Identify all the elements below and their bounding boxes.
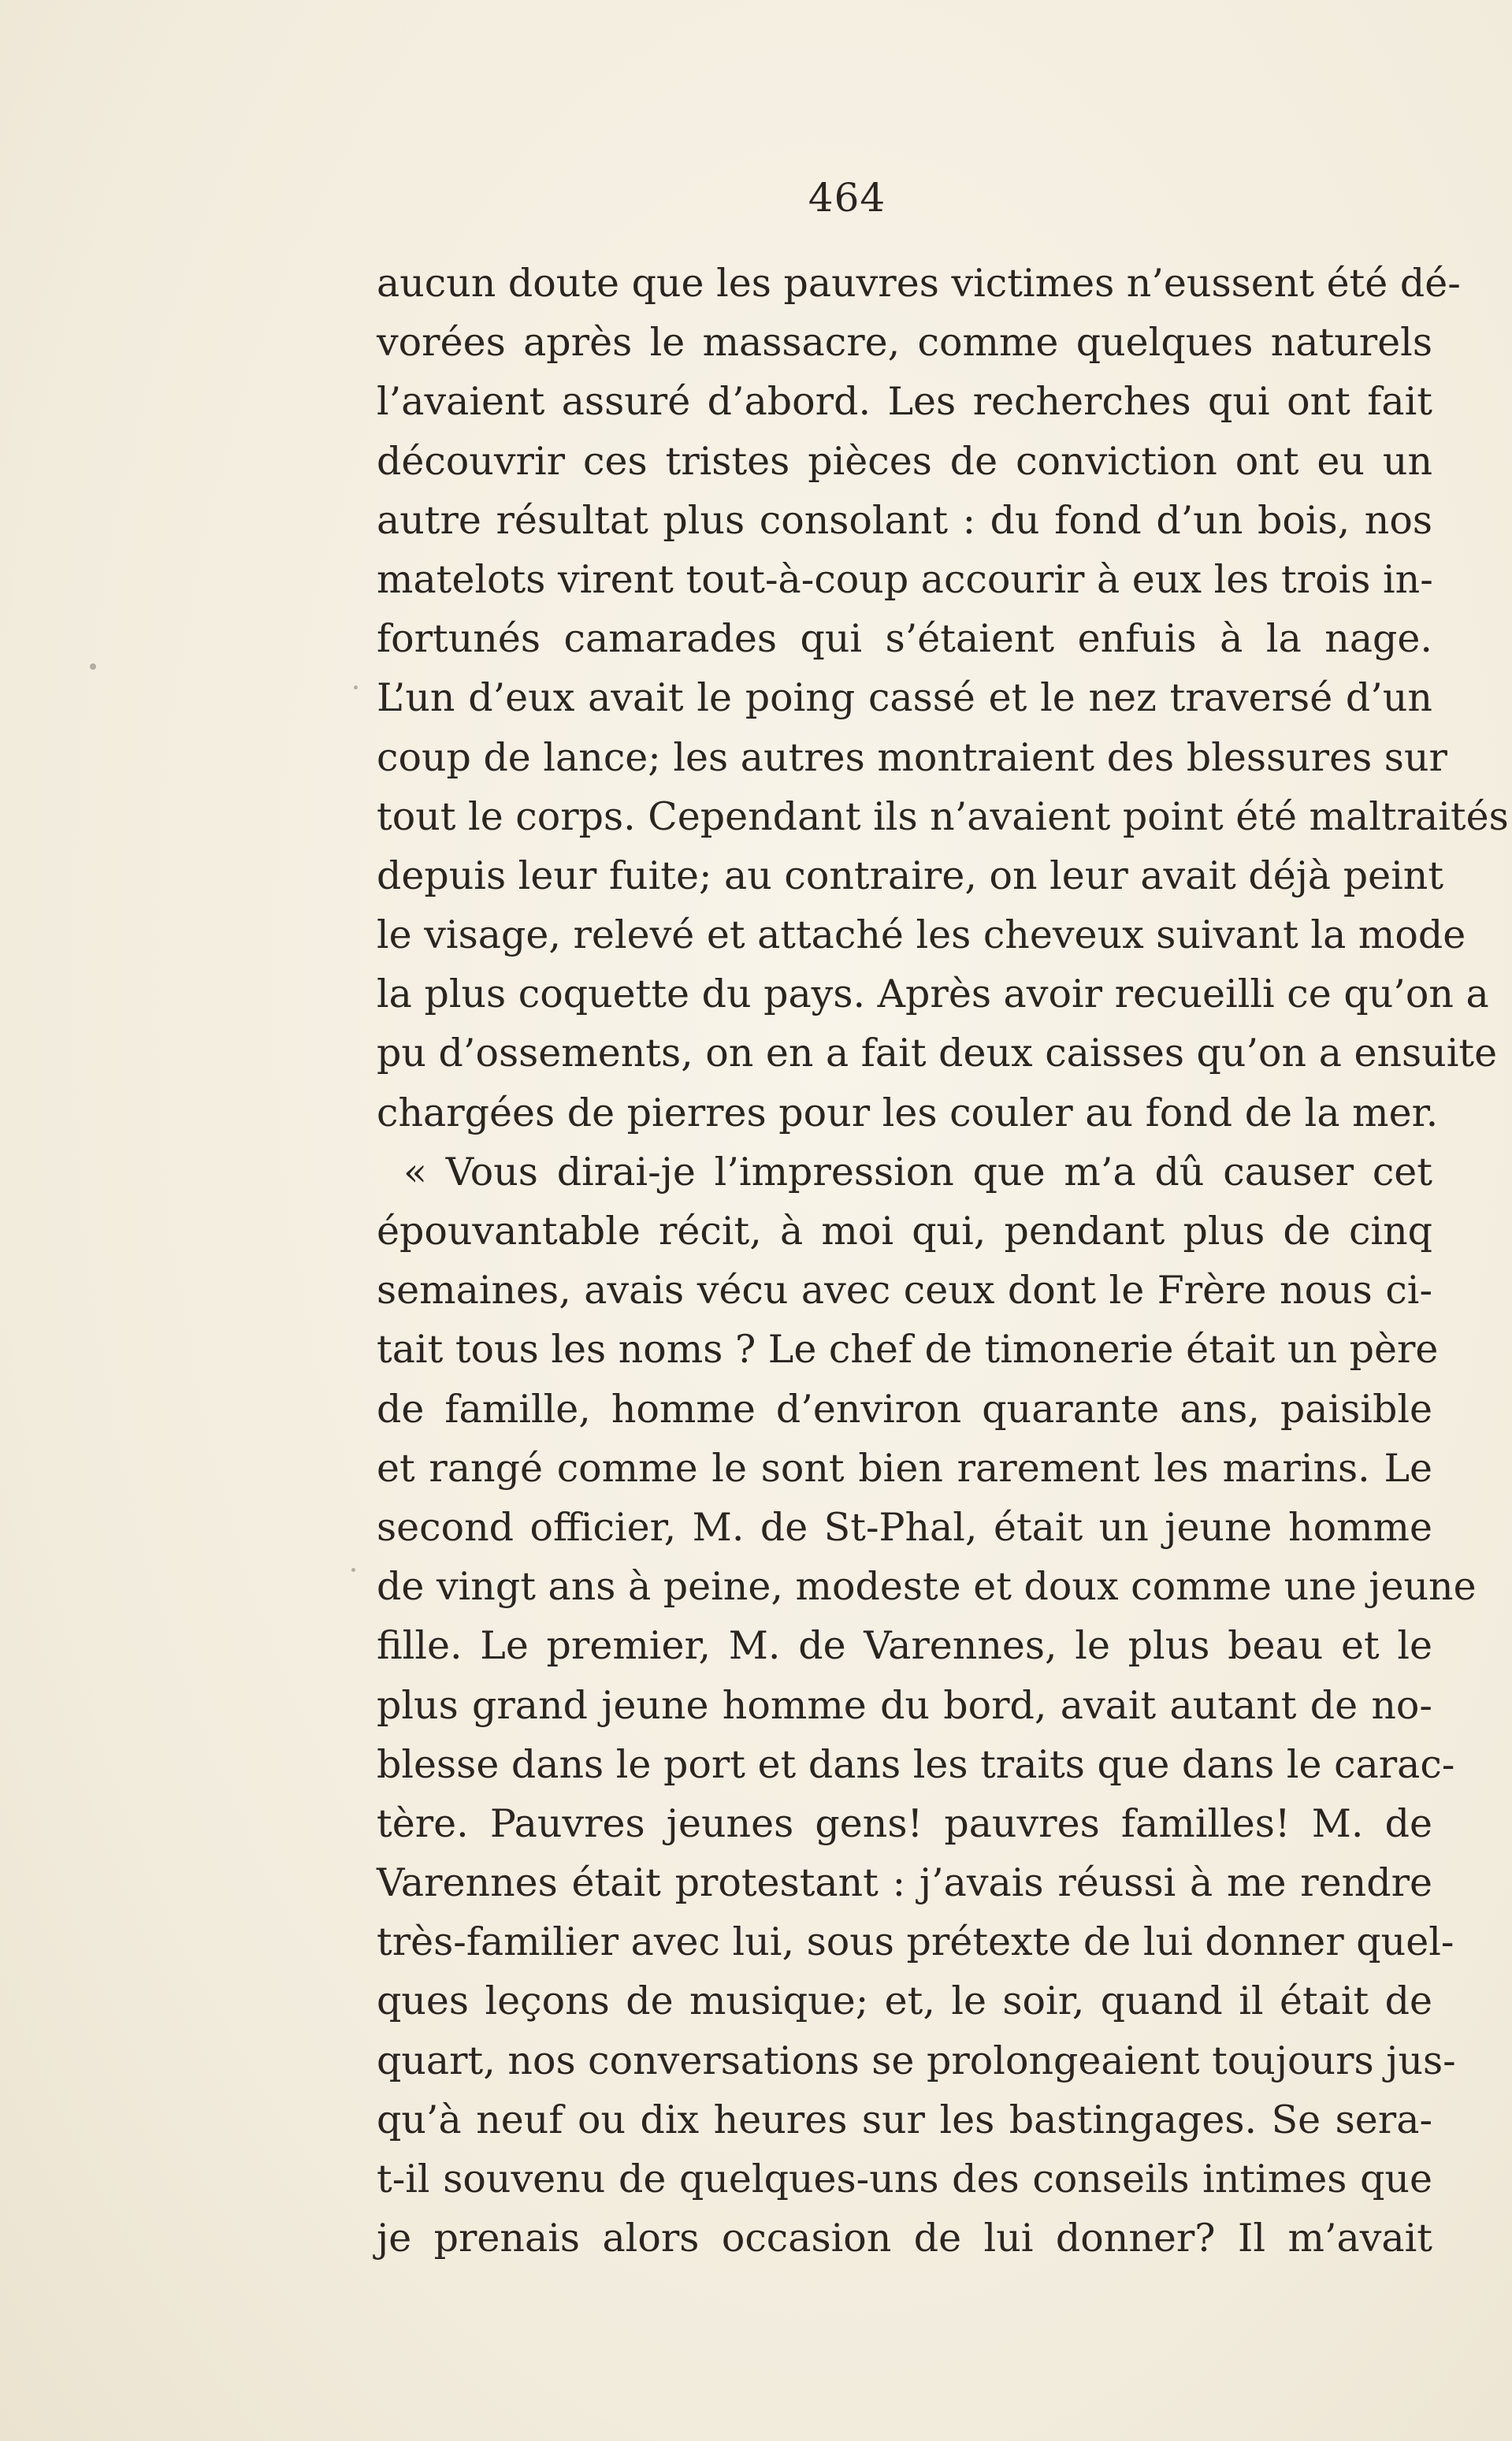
ink-speck <box>354 685 358 689</box>
page-number: 464 <box>808 175 886 221</box>
text-line: chargées de pierres pour les couler au fond de la mer. <box>377 1090 1439 1135</box>
text-line: le visage, relevé et attaché les cheveux suivant la mode <box>377 912 1466 958</box>
text-line: l’avaient assuré d’abord. Les recherches qui ont fait <box>377 379 1432 425</box>
text-line: la plus coquette du pays. Après avoir recueilli ce qu’on a <box>377 972 1489 1017</box>
text-line: pu d’ossements, on en a fait deux caisses qu’on a ensuite <box>377 1031 1498 1076</box>
text-line: aucun doute que les pauvres victimes n’eussent été dé- <box>377 261 1461 306</box>
text-line: depuis leur fuite; au contraire, on leur avait déjà peint <box>377 853 1444 898</box>
text-line: ques leçons de musique; et, le soir, quand il était de <box>377 1978 1432 2024</box>
text-line: « Vous dirai-je l’impression que m’a dû causer cet <box>403 1149 1432 1194</box>
text-line: L’un d’eux avait le poing cassé et le nez traversé d’un <box>377 675 1432 721</box>
text-line: très-familier avec lui, sous prétexte de lui donner quel- <box>377 1919 1454 1965</box>
text-line: plus grand jeune homme du bord, avait autant de no- <box>377 1682 1432 1728</box>
text-line: et rangé comme le sont bien rarement les marins. Le <box>377 1445 1432 1491</box>
text-line: fortunés camarades qui s’étaient enfuis à la nage. <box>377 616 1432 662</box>
text-line: vorées après le massacre, comme quelques naturels <box>377 320 1432 366</box>
text-line: de vingt ans à peine, modeste et doux comme une jeune <box>377 1564 1477 1610</box>
text-line: t-il souvenu de quelques-uns des conseils intimes que <box>377 2157 1432 2201</box>
text-line: semaines, avais vécu avec ceux dont le Frère nous ci- <box>377 1268 1432 1313</box>
text-line: de famille, homme d’environ quarante ans, paisible <box>377 1386 1432 1432</box>
body-text <box>377 254 1509 2268</box>
text-line: coup de lance; les autres montraient des blessures sur <box>377 734 1447 780</box>
text-line: autre résultat plus consolant : du fond d’un bois, nos <box>377 497 1432 543</box>
text-line: tère. Pauvres jeunes gens! pauvres familles! M. de <box>377 1800 1432 1846</box>
text-line: tait tous les noms ? Le chef de timonerie était un père <box>377 1327 1439 1373</box>
text-line: second officier, M. de St-Phal, était un jeune homme <box>377 1504 1432 1550</box>
text-line: tout le corps. Cependant ils n’avaient point été maltraités <box>377 793 1509 839</box>
ink-speck <box>90 663 96 670</box>
text-line: épouvantable récit, à moi qui, pendant plus de cinq <box>377 1209 1432 1254</box>
text-line: découvrir ces tristes pièces de conviction ont eu un <box>377 438 1432 484</box>
text-line: blesse dans le port et dans les traits que dans le carac- <box>377 1741 1455 1787</box>
text-line: matelots virent tout-à-coup accourir à eux les trois in- <box>377 556 1433 602</box>
text-line: quart, nos conversations se prolongeaient toujours jus- <box>377 2038 1456 2083</box>
text-line: Varennes était protestant : j’avais réussi à me rendre <box>377 1860 1432 1906</box>
text-line: qu’à neuf ou dix heures sur les bastingages. Se sera- <box>377 2097 1432 2142</box>
text-line: fille. Le premier, M. de Varennes, le plus beau et le <box>377 1623 1432 1669</box>
text-line: je prenais alors occasion de lui donner? Il m’avait <box>377 2216 1432 2261</box>
ink-speck <box>351 1568 355 1572</box>
